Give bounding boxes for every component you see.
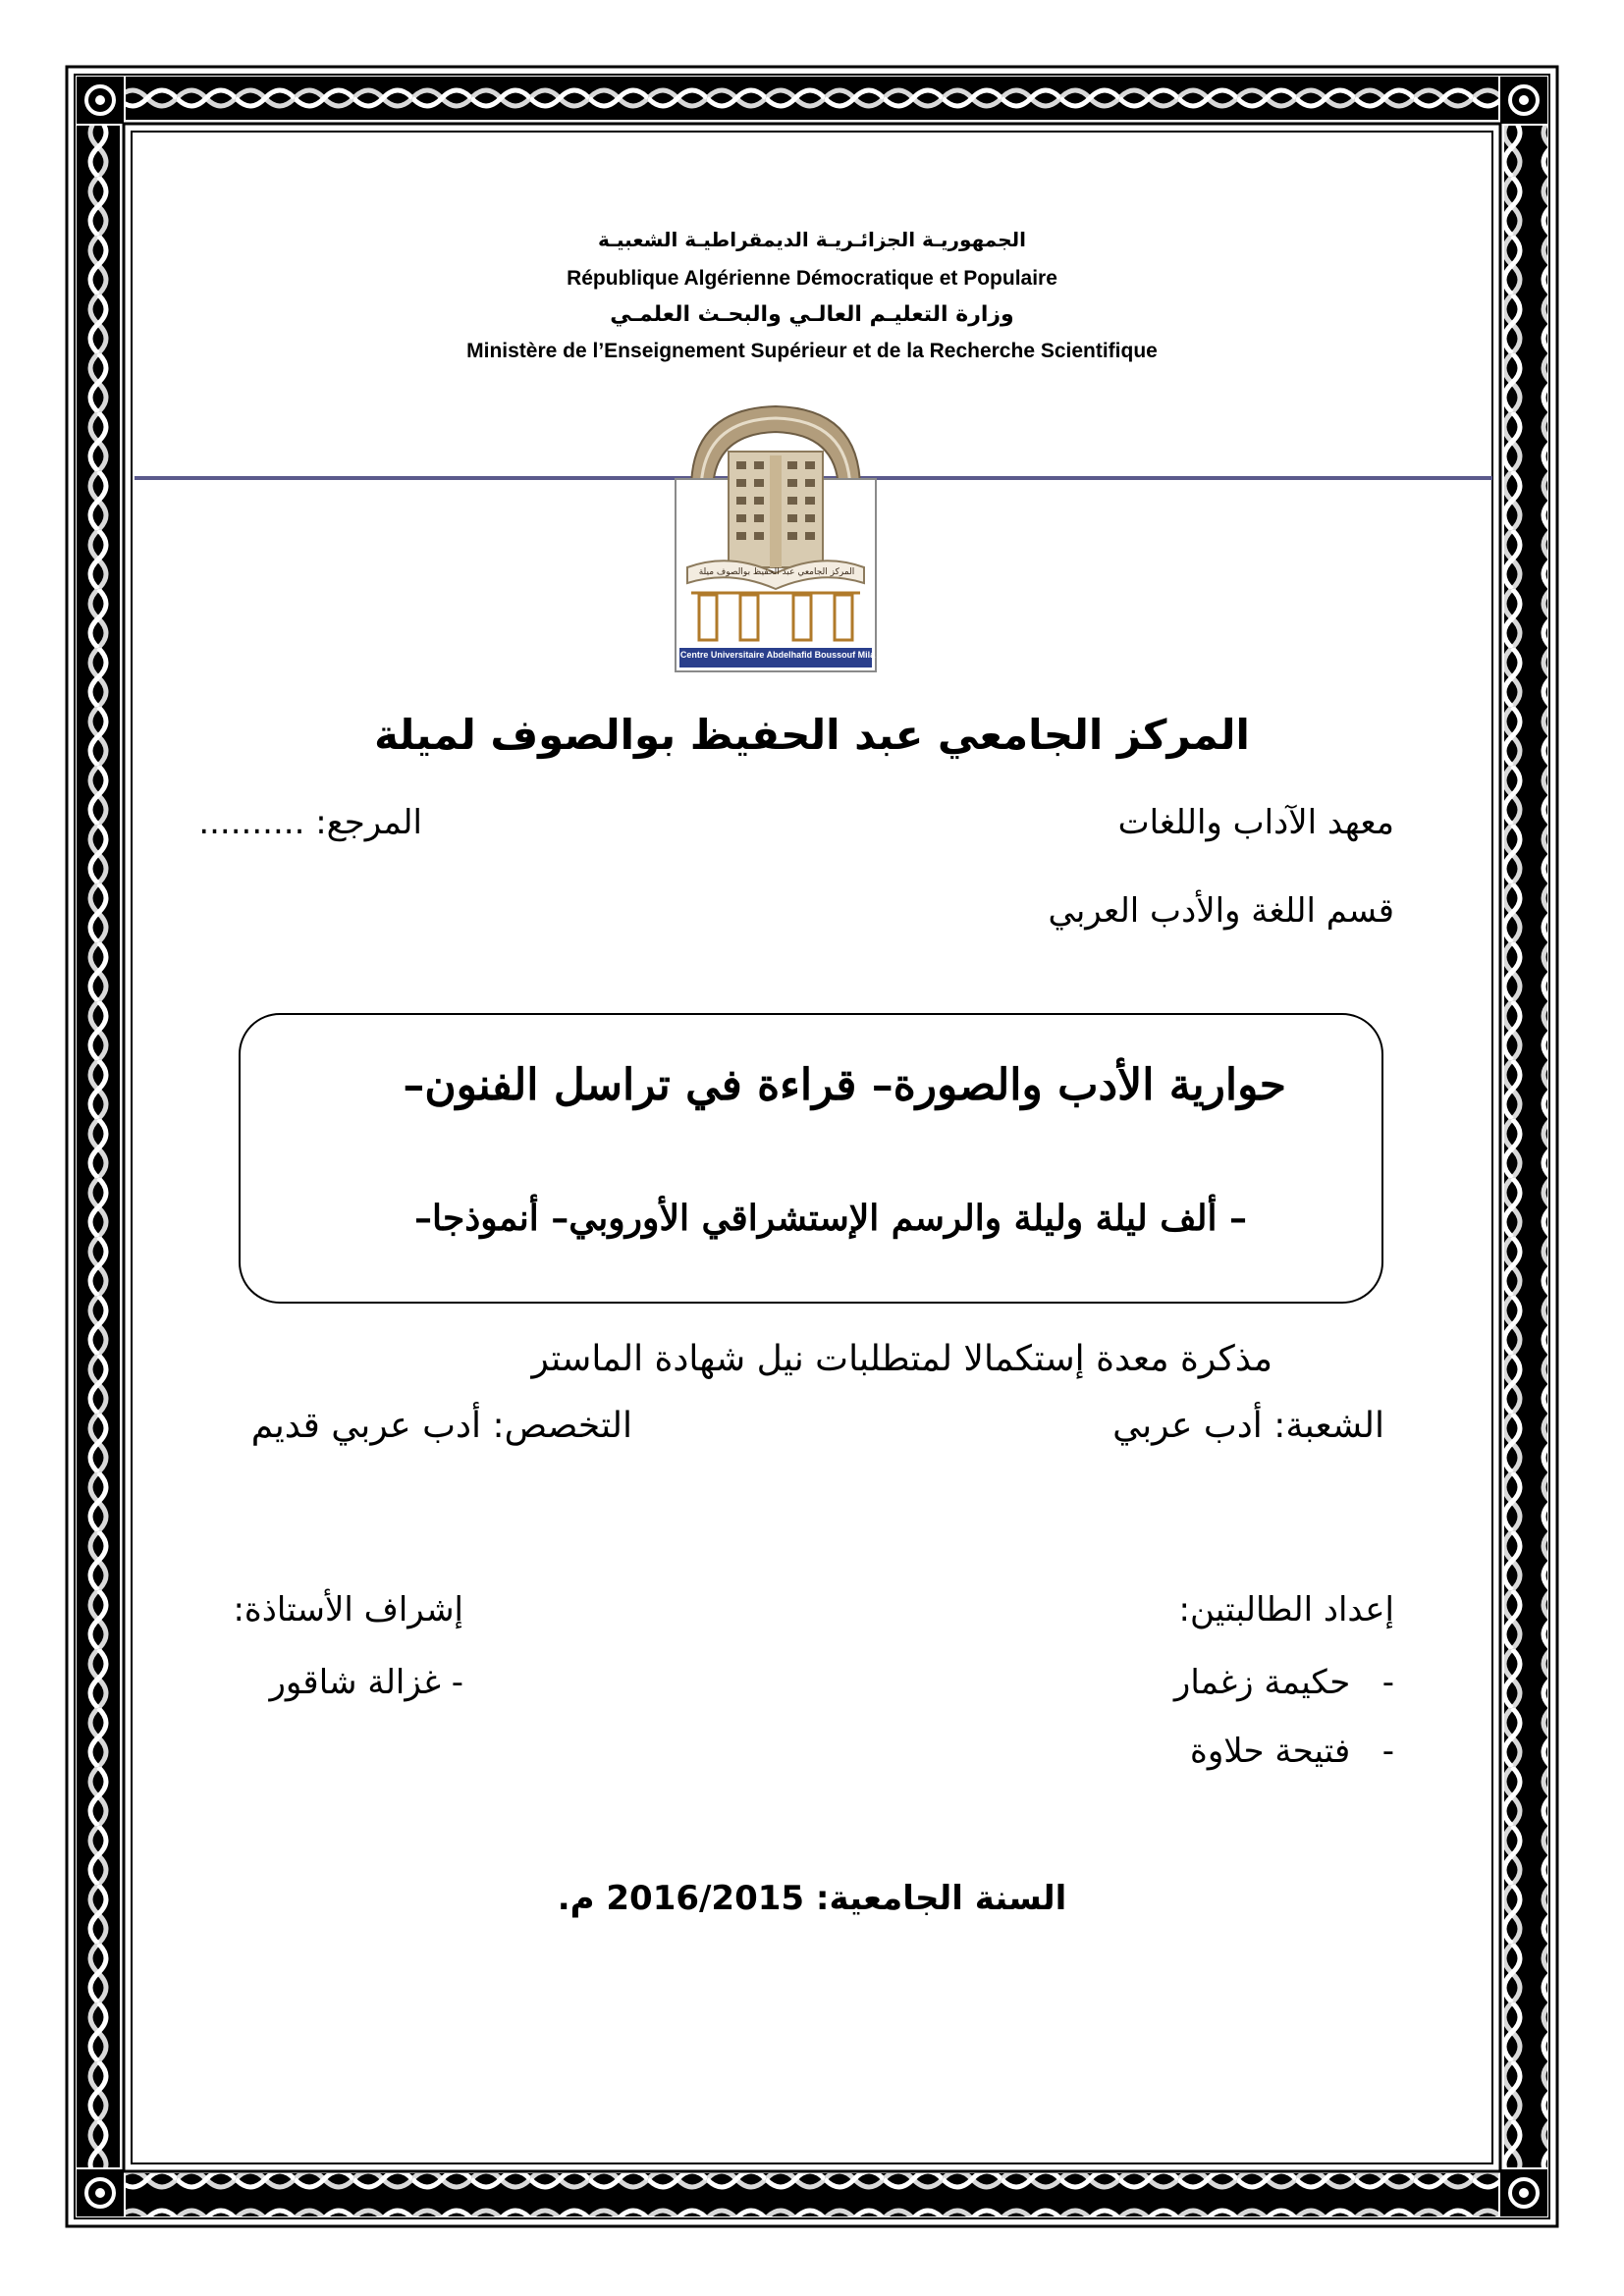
specialty-field: التخصص: أدب عربي قديم	[250, 1406, 632, 1446]
institution-name: المركز الجامعي عبد الحفيظ بوالصوف لميلة	[374, 711, 1250, 759]
academic-year: السنة الجامعية: 2016/2015 م.	[557, 1879, 1067, 1918]
ministry-arabic: وزارة التعليـم العالـي والبحـث العلمـي	[610, 302, 1014, 327]
thesis-title: حوارية الأدب والصورة– قراءة في تراسل الفنون–	[403, 1060, 1286, 1110]
reference-field: المرجع: ..........	[198, 803, 422, 842]
students-label: إعداد الطالبتين:	[1178, 1590, 1394, 1629]
university-logo	[672, 395, 880, 675]
logo-caption-arabic: المركز الجامعي عبد الحفيظ بوالصوف ميلة	[698, 567, 855, 577]
branch-field: الشعبة: أدب عربي	[1112, 1406, 1384, 1446]
logo-caption-french: Centre Universitaire Abdelhafid Boussouf Mila	[679, 650, 876, 660]
thesis-title-box	[239, 1013, 1383, 1304]
supervisor-name: غزالة شاقور	[269, 1663, 441, 1702]
student-item: - فتيحة حلاوة	[1190, 1732, 1394, 1771]
supervisor-item: - غزالة شاقور	[269, 1663, 463, 1702]
department-name: قسم اللغة والأدب العربي	[1048, 891, 1394, 931]
ministry-french: Ministère de l’Enseignement Supérieur et de la Recherche Scientifique	[466, 340, 1158, 362]
student-name: حكيمة زغمار	[1173, 1663, 1351, 1702]
republic-arabic: الجمهوريـة الجزائـريـة الديمقراطيـة الشعبيـة	[598, 228, 1026, 251]
institute-name: معهد الآداب واللغات	[1117, 803, 1394, 842]
supervisor-label: إشراف الأستاذة:	[233, 1590, 463, 1629]
republic-french: République Algérienne Démocratique et Populaire	[567, 267, 1057, 290]
degree-statement: مذكرة معدة إستكمالا لمتطلبات نيل شهادة الماستر	[531, 1339, 1272, 1379]
student-name: فتيحة حلاوة	[1190, 1732, 1351, 1771]
thesis-subtitle: – ألف ليلة وليلة والرسم الإستشراقي الأوروبي– أنموذجا–	[414, 1198, 1247, 1239]
student-item: - حكيمة زغمار	[1173, 1663, 1394, 1702]
